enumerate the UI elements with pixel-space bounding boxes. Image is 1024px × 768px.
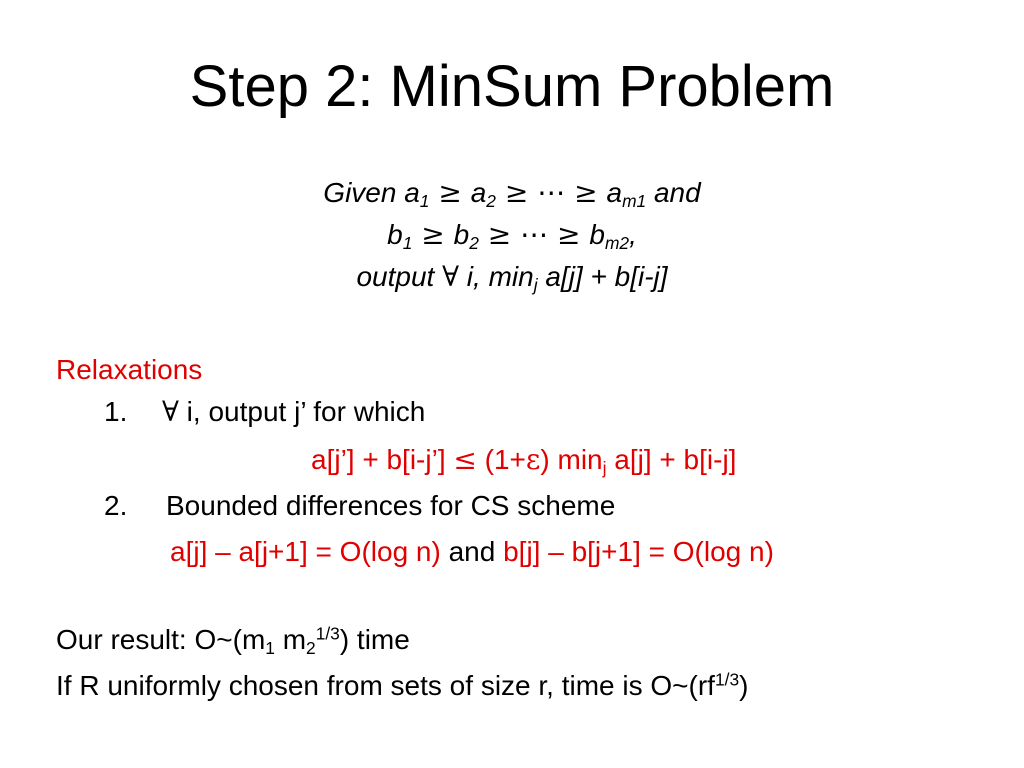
formula-b-diff: b[j] – b[j+1] = O(log n): [503, 536, 774, 567]
output-text: output: [356, 261, 443, 292]
result-2-tail: ): [739, 670, 749, 701]
problem-line-2: [0, 214, 1024, 256]
and-text: and: [440, 536, 504, 567]
relaxation-item-2: [104, 488, 616, 524]
forall-symbol: ∀: [162, 395, 179, 428]
epsilon-symbol: ε: [525, 443, 541, 476]
problem-line-1: [0, 172, 1024, 214]
result-tail: ) time: [339, 624, 410, 655]
formula-rhs: a[j] + b[i-j]: [606, 444, 737, 475]
subscript: j: [602, 457, 607, 478]
leq-symbol: ≤: [453, 443, 477, 476]
superscript: 1/3: [315, 623, 340, 644]
item-1-description: i, output j’ for which: [178, 396, 426, 427]
superscript: 1/3: [714, 669, 740, 690]
geq-symbol: ≥: [429, 176, 471, 209]
var-a: a: [470, 177, 487, 208]
relaxations-heading: Relaxations: [56, 354, 203, 385]
given-text: Given a: [323, 177, 420, 208]
geq-chain-symbol: ≥ ⋯ ≥: [495, 176, 607, 209]
problem-statement: [0, 172, 1024, 298]
subscript: 1: [265, 637, 275, 658]
item-number: 1.: [104, 396, 128, 427]
subscript: 2: [306, 637, 316, 658]
and-text: and: [646, 177, 701, 208]
subscript: m1: [622, 190, 647, 211]
item-number: 2.: [104, 490, 128, 521]
sum-expression: a[j] + b[i-j]: [537, 261, 668, 292]
geq-chain-symbol: ≥ ⋯ ≥: [478, 218, 590, 251]
subscript: 1: [419, 190, 430, 211]
result-2-prefix: If R uniformly chosen from sets of size r, time is O~(rf: [56, 670, 715, 701]
geq-symbol: ≥: [412, 218, 454, 251]
formula-a-diff: a[j] – a[j+1] = O(log n): [170, 536, 441, 567]
comma-text: ,: [629, 219, 637, 250]
result-line-2: [56, 668, 748, 704]
subscript: 1: [402, 232, 413, 253]
formula-lhs: a[j’] + b[i-j’]: [311, 444, 454, 475]
var-b: b: [589, 219, 605, 250]
item-1-text: [162, 394, 425, 430]
var-b: b: [387, 219, 403, 250]
subscript: 2: [486, 190, 496, 211]
subscript: m2: [604, 232, 630, 253]
relaxation-item-1: [104, 394, 426, 430]
subscript: j: [533, 274, 538, 295]
var-b: b: [453, 219, 470, 250]
formula-factor: (1+: [476, 444, 526, 475]
relaxation-2-formula: [170, 534, 774, 570]
result-line-1: [56, 622, 410, 658]
relaxation-1-formula: [311, 442, 736, 478]
subscript: 2: [469, 232, 479, 253]
min-text: i, min: [459, 261, 534, 292]
result-prefix: Our result: O~(m: [56, 624, 266, 655]
forall-symbol: ∀: [442, 260, 460, 293]
problem-line-3: [0, 256, 1024, 298]
formula-min: ) min: [540, 444, 603, 475]
var-m: m: [274, 624, 307, 655]
var-a: a: [606, 177, 623, 208]
item-2-description: Bounded differences for CS scheme: [166, 490, 616, 521]
slide-title: Step 2: MinSum Problem: [189, 54, 835, 119]
